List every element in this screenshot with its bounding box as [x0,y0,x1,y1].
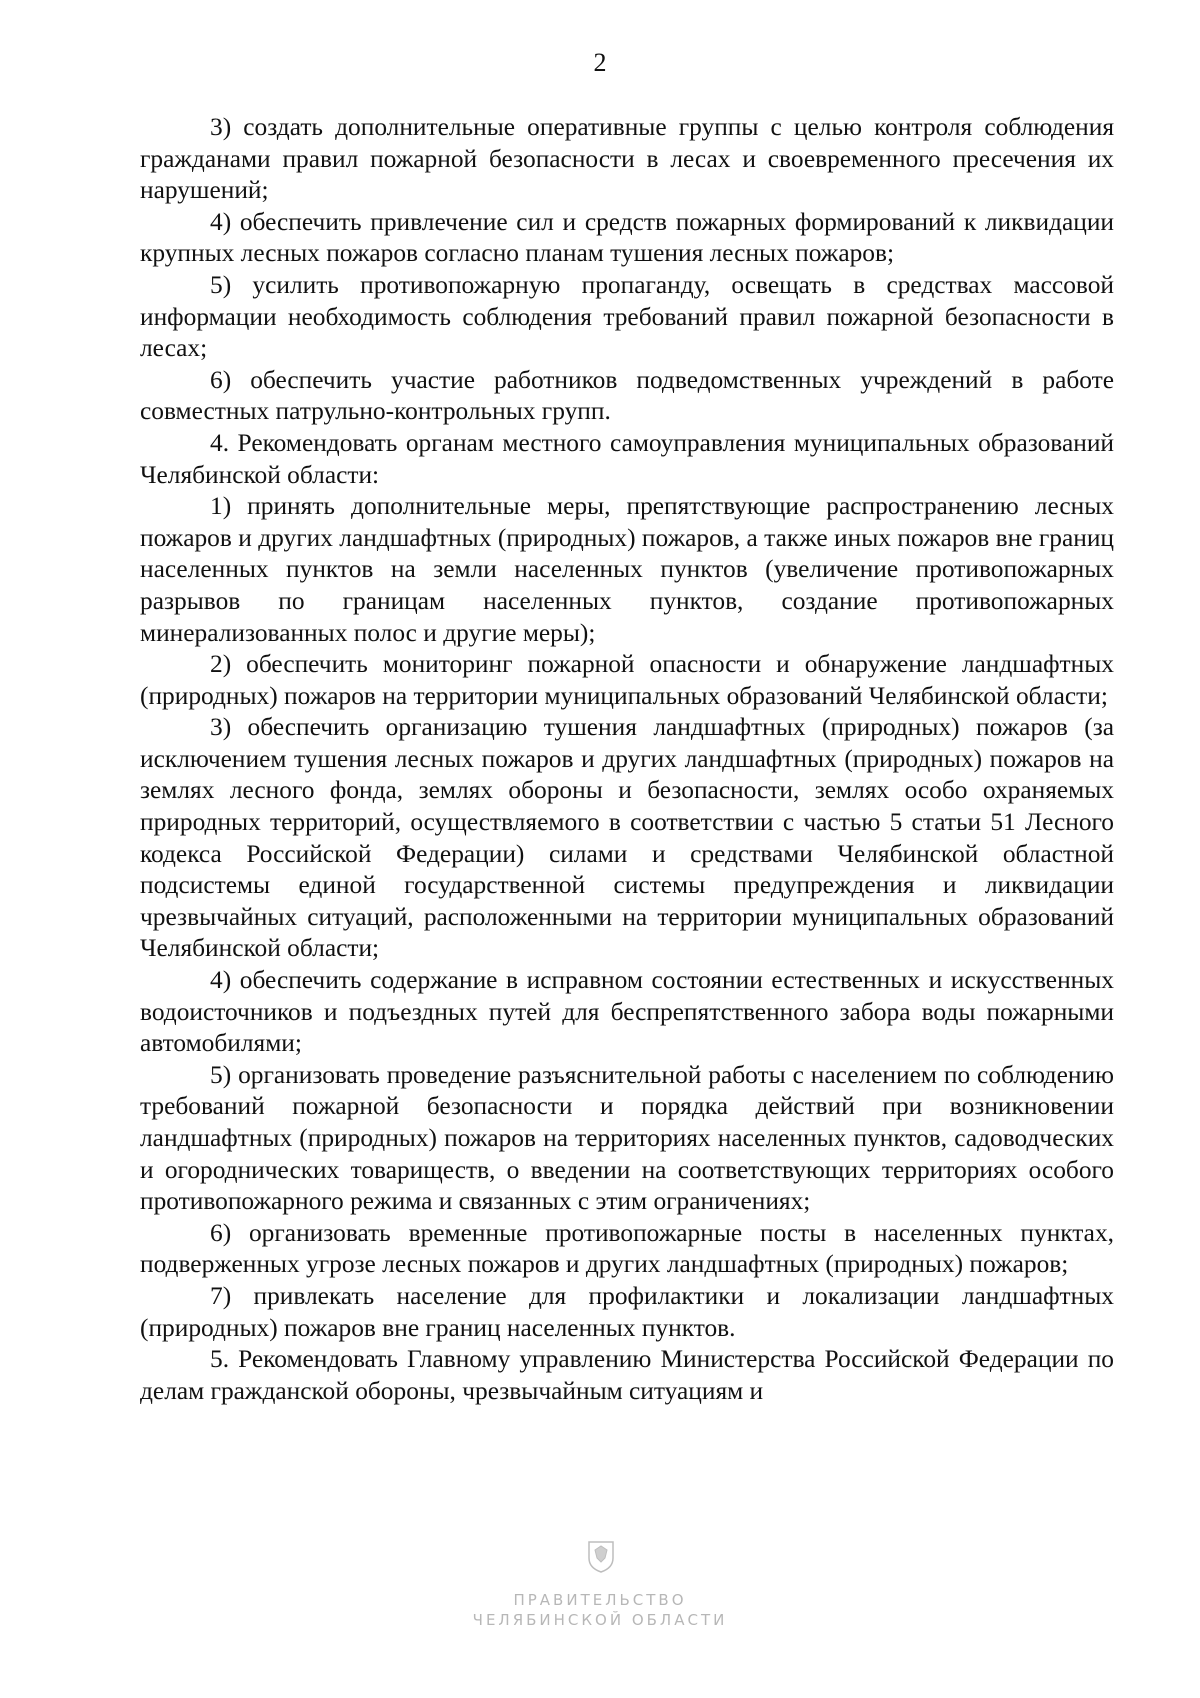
paragraph-3-6: 6) обеспечить участие работников подведомственных учреждений в работе совместных патрульно-контрольных групп. [140,365,1114,426]
paragraph-3-4: 4) обеспечить привлечение сил и средств пожарных формирований к ликвидации крупных лесных пожаров согласно планам тушения лесных пожаров; [140,207,1114,268]
government-watermark [0,1590,1200,1630]
paragraph-3-5: 5) усилить противопожарную пропаганду, освещать в средствах массовой информации необходимость соблюдения требований правил пожарной безопасности в лесах; [140,270,1114,363]
coat-of-arms-icon [586,1540,616,1574]
watermark-line-1: ПРАВИТЕЛЬСТВО [513,1591,687,1609]
paragraph-3-3: 3) создать дополнительные оперативные группы с целью контроля соблюдения гражданами правил пожарной безопасности в лесах и своевременного пресечения их нарушений; [140,113,1114,205]
watermark-line-2: ЧЕЛЯБИНСКОЙ ОБЛАСТИ [472,1611,728,1629]
paragraph-5: 5. Рекомендовать Главному управлению Министерства Российской Федерации по делам гражданской обороны, чрезвычайным ситуациям и [140,1345,1114,1405]
paragraph-4-6: 6) организовать временные противопожарные посты в населенных пунктах, подверженных угрозе лесных пожаров и других ландшафтных (природных) пожаров; [140,1218,1114,1279]
paragraph-4-4: 4) обеспечить содержание в исправном состоянии естественных и искусственных водоисточников и подъездных путей для беспрепятственного забора воды пожарными автомобилями; [140,966,1114,1058]
paragraph-4-7: 7) привлекать население для профилактики и локализации ландшафтных (природных) пожаров вне границ населенных пунктов. [140,1281,1114,1342]
page-number: 2 [593,48,607,77]
paragraph-4: 4. Рекомендовать органам местного самоуправления муниципальных образований Челябинской области: [140,428,1114,489]
paragraph-4-2: 2) обеспечить мониторинг пожарной опасности и обнаружение ландшафтных (природных) пожаров на территории муниципальных образований Челябинской области; [140,650,1114,710]
paragraph-4-1: 1) принять дополнительные меры, препятствующие распространению лесных пожаров и других ландшафтных (природных) пожаров, а также иных пожаров вне границ населенных пунктов на земли населенных пунктов (увеличение противопожарных разрывов по границам населенных пунктов, создание противопожарных минерализованных полос и другие меры); [140,492,1114,647]
document-body [140,112,1114,1407]
paragraph-4-5: 5) организовать проведение разъяснительной работы с населением по соблюдению требований пожарной безопасности и порядка действий при возникновении ландшафтных (природных) пожаров на территориях населенных пунктов, садоводческих и огороднических товариществ, о введении на соответствующих территориях особого противопожарного режима и связанных с этим ограничениях; [140,1060,1114,1216]
paragraph-4-3: 3) обеспечить организацию тушения ландшафтных (природных) пожаров (за исключением тушения лесных пожаров и других ландшафтных (природных) пожаров на землях лесного фонда, землях обороны и безопасности, землях особо охраняемых природных территорий, осуществляемого в соответствии с частью 5 статьи 51 Лесного кодекса Российской Федерации) силами и средствами Челябинской областной подсистемы единой государственной системы предупреждения и ликвидации чрезвычайных ситуаций, расположенными на территории муниципальных образований Челябинской области; [140,713,1114,963]
